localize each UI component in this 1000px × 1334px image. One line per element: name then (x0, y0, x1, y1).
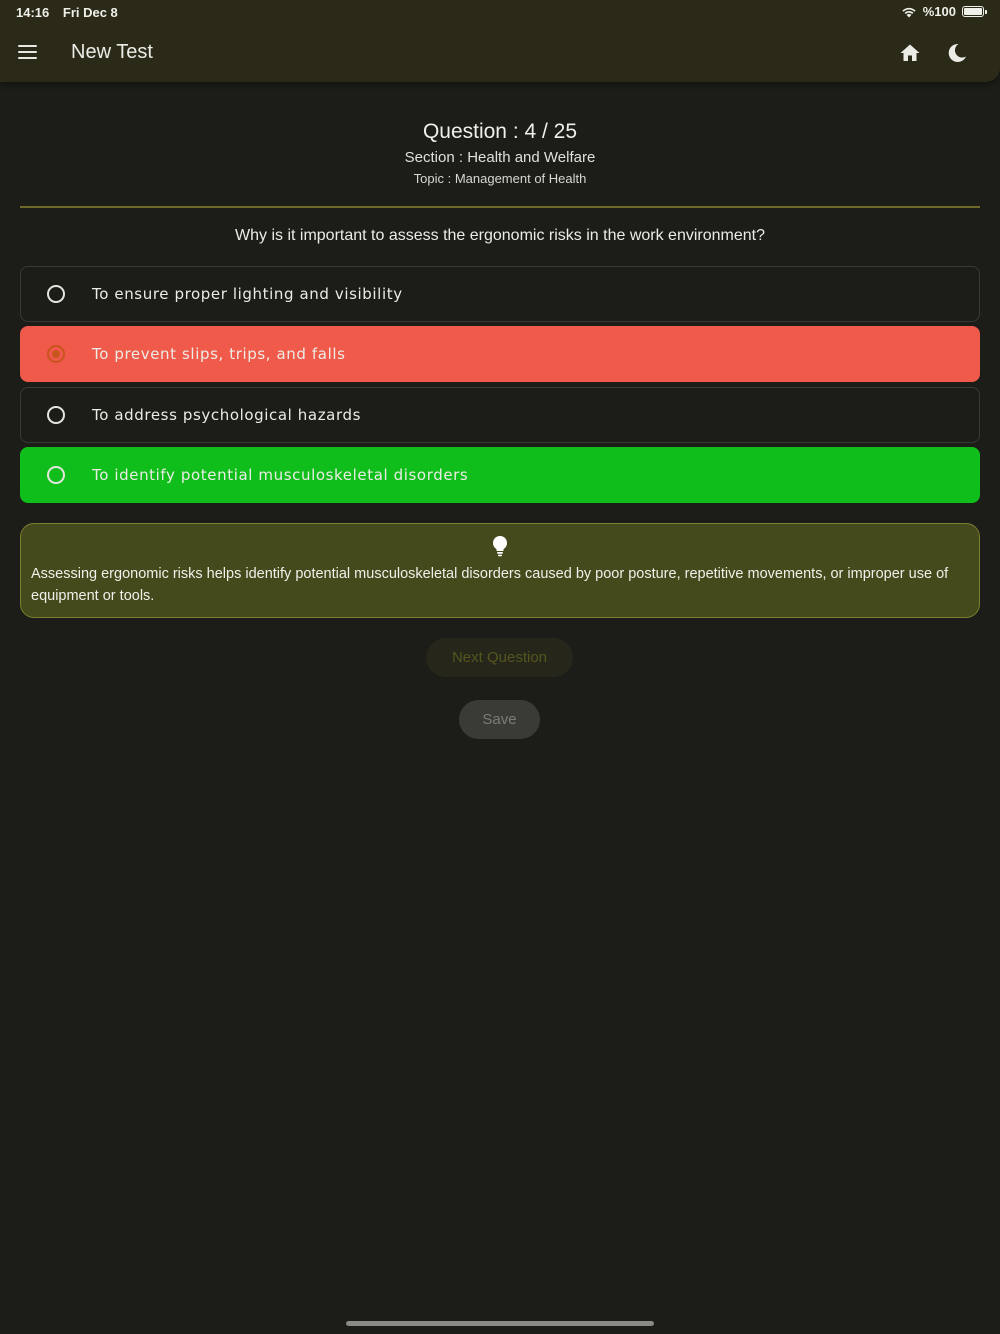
status-left (16, 5, 128, 20)
moon-icon (945, 41, 969, 65)
app-title: New Test (71, 41, 153, 63)
next-question-button[interactable]: Next Question (426, 638, 573, 677)
battery-text: %100 (922, 4, 956, 19)
option-4[interactable] (20, 447, 980, 503)
option-2[interactable] (20, 326, 980, 382)
status-date: Fri Dec 8 (62, 5, 118, 20)
lightbulb-icon (490, 535, 510, 557)
question-section: Section : Health and Welfare (404, 149, 596, 166)
radio-button[interactable] (47, 406, 65, 424)
theme-toggle-button[interactable] (945, 41, 969, 65)
battery-fill (964, 8, 982, 15)
option-label: To address psychological hazards (92, 406, 362, 424)
explanation-card (20, 523, 980, 618)
radio-button[interactable] (47, 466, 65, 484)
header-divider (20, 206, 980, 208)
option-1[interactable] (20, 266, 980, 322)
home-icon (898, 41, 922, 65)
save-button[interactable]: Save (459, 700, 540, 739)
radio-button-selected[interactable] (47, 345, 65, 363)
radio-button[interactable] (47, 285, 65, 303)
explanation-text: Assessing ergonomic risks helps identify potential musculoskeletal disorders caused by poor posture, repetitive movements, or improper use of equipment or tools. (31, 566, 949, 604)
question-topic: Topic : Management of Health (413, 171, 587, 186)
wifi-icon (901, 6, 917, 18)
option-label: To identify potential musculoskeletal disorders (92, 466, 469, 484)
status-bar (0, 0, 1000, 24)
battery-icon (962, 6, 984, 17)
home-indicator (346, 1321, 654, 1326)
menu-button[interactable] (16, 40, 40, 64)
home-button[interactable] (898, 41, 922, 65)
option-label: To prevent slips, trips, and falls (92, 345, 346, 363)
question-number: Question : 4 / 25 (422, 120, 578, 143)
status-time: 14:16 (16, 5, 50, 20)
option-label: To ensure proper lighting and visibility (92, 285, 403, 303)
status-right (901, 4, 984, 19)
option-3[interactable] (20, 387, 980, 443)
question-header (0, 118, 1000, 189)
question-text: Why is it important to assess the ergonomic risks in the work environment? (235, 227, 765, 244)
